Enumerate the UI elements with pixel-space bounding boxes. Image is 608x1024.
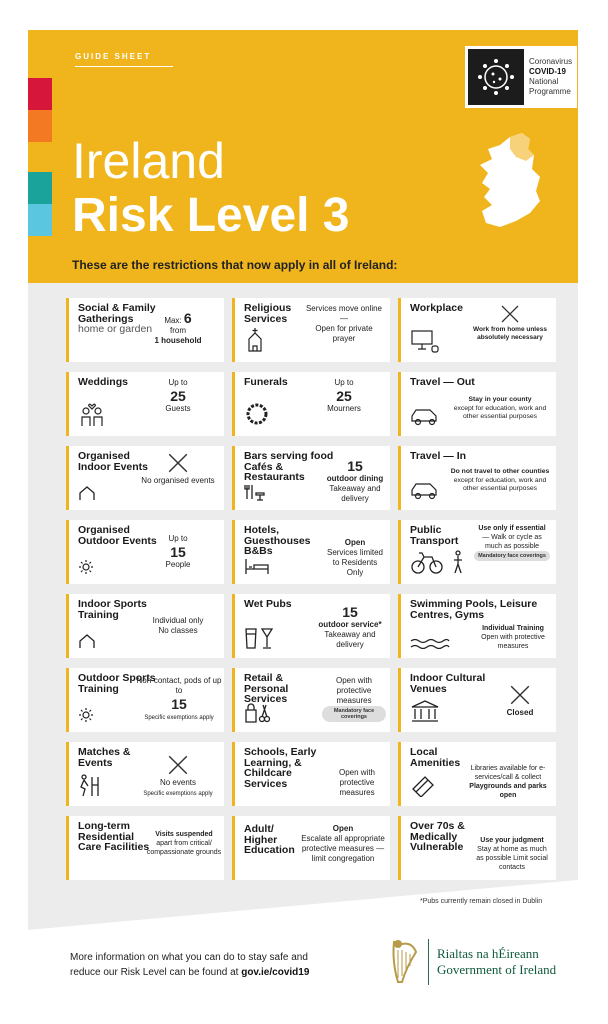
covid-programme-badge: [465, 46, 577, 108]
detail-no-events: No events: [159, 778, 197, 787]
card-title: Hotels, Guesthouses B&Bs: [244, 524, 311, 557]
card-organised-indoor-events: [66, 446, 224, 510]
card-cultural-venues: [398, 668, 556, 732]
detail-online: Services move online: [305, 304, 383, 313]
house-icon: [78, 485, 96, 506]
card-title: Indoor Cultural Venues: [410, 672, 486, 695]
card-funerals: [232, 372, 390, 436]
card-title: Long-term Residential Care Facilities: [78, 820, 150, 853]
card-wet-pubs: [232, 594, 390, 658]
detail-guests: Guests: [165, 404, 191, 413]
detail-upto: Up to: [334, 378, 354, 387]
detail-individual: Individual only: [152, 616, 204, 625]
harp-icon: [388, 938, 420, 986]
guide-label: GUIDE SHEET: [75, 52, 152, 61]
card-residential-care: [66, 816, 224, 880]
x-icon: [167, 452, 189, 474]
card-detail: [470, 304, 550, 342]
card-hotels: [232, 520, 390, 584]
card-subtitle: home or garden: [78, 323, 153, 335]
card-matches-events: [66, 742, 224, 806]
face-covering-badge: Mandatory face coverings: [322, 706, 386, 722]
detail-except: except for education, work and other essential purposes: [453, 476, 547, 492]
card-title: Matches & Events: [78, 746, 131, 769]
couple-icon: [78, 403, 106, 432]
detail-playgrounds: Playgrounds and parks open: [469, 783, 547, 799]
card-title: Adult/ Higher Education: [244, 823, 295, 856]
card-outdoor-sports: [66, 668, 224, 732]
card-title: Over 70s & Medically Vulnerable: [410, 820, 465, 853]
x-icon: [500, 304, 520, 324]
detail-open-protective: Open with protective measures: [338, 768, 376, 797]
card-detail: [450, 468, 550, 494]
card-travel-out: [398, 372, 556, 436]
detail-escalate: Escalate all appropriate protective measures — limit congregation: [301, 834, 385, 863]
detail-open: Open: [332, 824, 354, 833]
detail-outdoor-dining: outdoor dining: [326, 474, 384, 483]
card-title: Retail & Personal Services: [244, 672, 289, 705]
dining-icon: [244, 483, 266, 506]
title-risk-level: Risk Level 3: [72, 189, 350, 242]
detail-number: 25: [170, 388, 186, 404]
detail-number: 15: [171, 696, 187, 712]
card-over-70s: [398, 816, 556, 880]
card-weddings: [66, 372, 224, 436]
badge-line3: National: [529, 77, 559, 86]
detail-exemptions: Specific exemptions apply: [144, 715, 214, 721]
card-title: Workplace: [410, 302, 463, 314]
card-detail: [314, 604, 386, 650]
more-info-text: [70, 950, 340, 980]
logo-divider: [428, 939, 429, 985]
card-title: Travel — In: [410, 450, 467, 462]
card-detail: [490, 684, 550, 718]
stripe-cyan: [28, 204, 52, 236]
card-detail: [138, 754, 218, 799]
book-icon: [410, 773, 436, 802]
detail-people: People: [165, 560, 191, 569]
card-detail: [146, 830, 222, 857]
detail-no-classes: No classes: [158, 626, 198, 635]
card-detail: [136, 676, 222, 723]
card-title: Organised Indoor Events: [78, 450, 149, 473]
card-religious-services: [232, 298, 390, 362]
card-detail: [138, 452, 218, 486]
card-title: Religious Services: [244, 302, 292, 325]
card-travel-in: [398, 446, 556, 510]
card-schools: [232, 742, 390, 806]
card-title: Outdoor Sports Training: [78, 672, 156, 695]
detail-max: Max:: [164, 316, 182, 325]
water-icon: [410, 636, 450, 654]
card-title: Public Transport: [410, 524, 459, 547]
footnote: *Pubs currently remain closed in Dublin: [420, 898, 543, 905]
card-title: Indoor Sports Training: [78, 598, 147, 621]
card-title: Wet Pubs: [244, 598, 292, 610]
detail-takeaway: Takeaway and delivery: [324, 630, 376, 649]
card-detail: [474, 836, 550, 872]
detail-compassionate: apart from critical/ compassionate grounds: [146, 840, 222, 856]
detail-closed: Closed: [506, 708, 534, 717]
card-title: Travel — Out: [410, 376, 475, 388]
stripe-gap: [28, 142, 52, 172]
badge-line2: COVID-19: [529, 67, 566, 76]
detail-judgment: Use your judgment: [480, 837, 544, 844]
card-detail: [474, 524, 550, 561]
virus-icon: [468, 49, 524, 105]
badge-line4: Programme: [529, 87, 571, 96]
detail-number: 15: [170, 544, 186, 560]
detail-protective: Open with protective measures: [481, 634, 545, 650]
more-info-body: More information on what you can do to stay safe and reduce our Risk Level can be found at: [70, 952, 308, 978]
detail-libraries: Libraries available for e-services/call & collect: [470, 765, 546, 781]
car-icon: [410, 407, 440, 432]
card-detail: [324, 538, 386, 578]
card-title: Weddings: [78, 376, 128, 388]
detail-open: Open: [344, 538, 366, 547]
wreath-icon: [244, 401, 270, 432]
card-detail: [476, 624, 550, 651]
shopping-icon: [244, 703, 270, 728]
stripe-teal: [28, 172, 52, 204]
x-icon: [167, 754, 189, 776]
car-icon: [410, 481, 440, 506]
church-icon: [244, 327, 266, 358]
card-detail: [304, 378, 384, 414]
sun-icon: [78, 559, 94, 580]
detail-takeaway: Takeaway and delivery: [329, 484, 381, 503]
card-title-text: Social & Family Gatherings: [78, 302, 156, 325]
card-indoor-sports: [66, 594, 224, 658]
card-workplace: [398, 298, 556, 362]
detail-upto: Up to: [168, 534, 188, 543]
detail-except: except for education, work and other essential purposes: [453, 404, 547, 420]
card-detail: [324, 458, 386, 504]
detail-stay-county: Stay in your county: [468, 396, 532, 403]
card-detail: [322, 676, 386, 722]
detail-visits-suspended: Visits suspended: [155, 831, 213, 838]
covid-badge-text: [529, 57, 572, 97]
detail-number: 15: [342, 604, 358, 620]
bed-icon: [244, 557, 270, 580]
detail-wfh: Work from home unless absolutely necessary: [473, 326, 547, 341]
subtitle: These are the restrictions that now apply in all of Ireland:: [72, 258, 398, 272]
more-info-link[interactable]: gov.ie/covid19: [241, 967, 310, 978]
house-icon: [78, 633, 96, 654]
detail-outdoor-service: outdoor service*: [318, 620, 382, 629]
detail-exemptions: Specific exemptions apply: [143, 791, 213, 797]
detail-dash: —: [340, 314, 348, 323]
detail-no-events: No organised events: [141, 476, 215, 485]
card-detail: [138, 378, 218, 414]
computer-icon: [410, 329, 440, 358]
stripe-red: [28, 78, 52, 110]
card-detail: [304, 304, 384, 344]
card-detail: [300, 824, 386, 864]
detail-residents: Services limited to Residents Only: [326, 548, 383, 577]
card-title: Local Amenities: [410, 746, 461, 769]
card-title: Funerals: [244, 376, 288, 388]
card-local-amenities: [398, 742, 556, 806]
detail-walk-cycle: — Walk or cycle as much as possible: [482, 534, 542, 550]
sun-icon: [78, 707, 94, 728]
gov-line-english: Government of Ireland: [437, 962, 557, 977]
government-name: [437, 946, 556, 978]
card-retail: [232, 668, 390, 732]
detail-essential: Use only if essential: [478, 525, 546, 532]
museum-icon: [410, 699, 440, 728]
face-covering-badge: Mandatory face coverings: [474, 551, 550, 561]
card-bars-restaurants: [232, 446, 390, 510]
detail-mourners: Mourners: [327, 404, 361, 413]
card-detail: [138, 310, 218, 346]
card-title: Swimming Pools, Leisure Centres, Gyms: [410, 598, 538, 621]
card-detail: [450, 396, 550, 422]
ireland-map-icon: [470, 125, 550, 240]
detail-from: from: [170, 326, 186, 335]
detail-number: 6: [183, 310, 192, 326]
card-organised-outdoor-events: [66, 520, 224, 584]
title-ireland: Ireland: [72, 133, 225, 189]
restrictions-grid: [66, 298, 558, 880]
card-title: Schools, Early Learning, & Childcare Services: [244, 746, 317, 790]
detail-non-contact: Non-contact, pods of up to: [136, 676, 222, 695]
x-icon: [509, 684, 531, 706]
detail-prayer: Open for private prayer: [315, 324, 373, 343]
sports-icon: [78, 773, 100, 802]
detail-individual-training: Individual Training: [482, 625, 544, 632]
badge-line1: Coronavirus: [529, 57, 573, 66]
card-detail: [328, 768, 386, 798]
color-stripes: [28, 78, 52, 236]
card-higher-education: [232, 816, 390, 880]
detail-number: 15: [347, 458, 363, 474]
card-title: Organised Outdoor Events: [78, 524, 157, 547]
stripe-orange: [28, 110, 52, 142]
card-detail: [138, 616, 218, 636]
drinks-icon: [244, 627, 274, 654]
card-detail: [138, 534, 218, 570]
detail-stay-home: Stay at home as much as possible Limit social contacts: [476, 846, 548, 871]
government-logo: [388, 938, 556, 986]
card-title: Bars serving food Cafés & Restaurants: [244, 450, 334, 483]
detail-upto: Up to: [168, 378, 188, 387]
gov-line-irish: Rialtas na hÉireann: [437, 946, 539, 961]
guide-underline: [75, 66, 173, 67]
card-social-gatherings: [66, 298, 224, 362]
card-public-transport: [398, 520, 556, 584]
card-detail: [466, 764, 550, 800]
bike-walk-icon: [410, 549, 470, 580]
detail-do-not-travel: Do not travel to other counties: [450, 468, 550, 475]
detail-number: 25: [336, 388, 352, 404]
card-swimming-pools: [398, 594, 556, 658]
detail-open-protective: Open with protective measures: [335, 676, 373, 705]
detail-household: 1 household: [154, 336, 202, 345]
